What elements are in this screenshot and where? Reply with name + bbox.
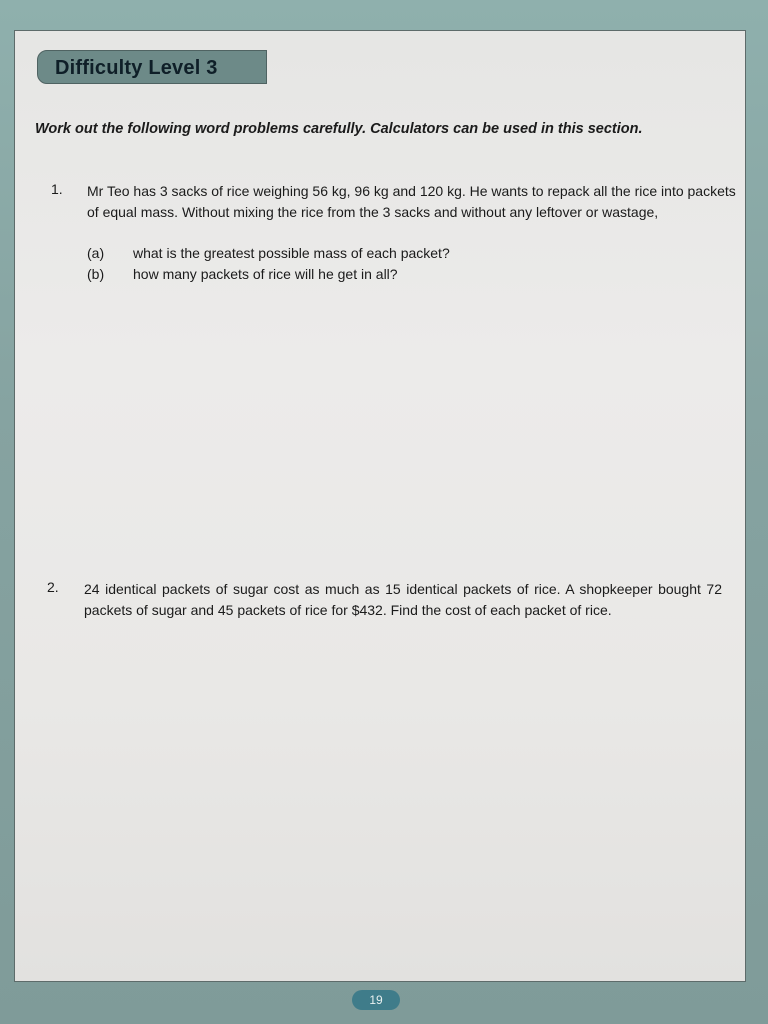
part-a-text: what is the greatest possible mass of each packet?	[133, 245, 450, 261]
question-1-text: Mr Teo has 3 sacks of rice weighing 56 kg, 96 kg and 120 kg. He wants to repack all the rice into packets of equal mass. Without mixing the rice from the 3 sacks and without any leftover or wastage,	[87, 183, 736, 220]
part-b-label: (b)	[87, 266, 105, 282]
section-instructions: Work out the following word problems carefully. Calculators can be used in this section.	[35, 121, 643, 137]
difficulty-level-title: Difficulty Level 3	[55, 57, 218, 79]
page-number: 19	[352, 990, 400, 1010]
question-2-text: 24 identical packets of sugar cost as much as 15 identical packets of rice. A shopkeeper bought 72 packets of sugar and 45 packets of rice for $432. Find the cost of each packet of rice.	[84, 581, 722, 618]
part-a-label: (a)	[87, 245, 105, 261]
worksheet-page	[14, 30, 746, 982]
question-2-number: 2.	[47, 579, 59, 595]
part-b-text: how many packets of rice will he get in all?	[133, 266, 398, 282]
question-1-number: 1.	[51, 181, 63, 197]
